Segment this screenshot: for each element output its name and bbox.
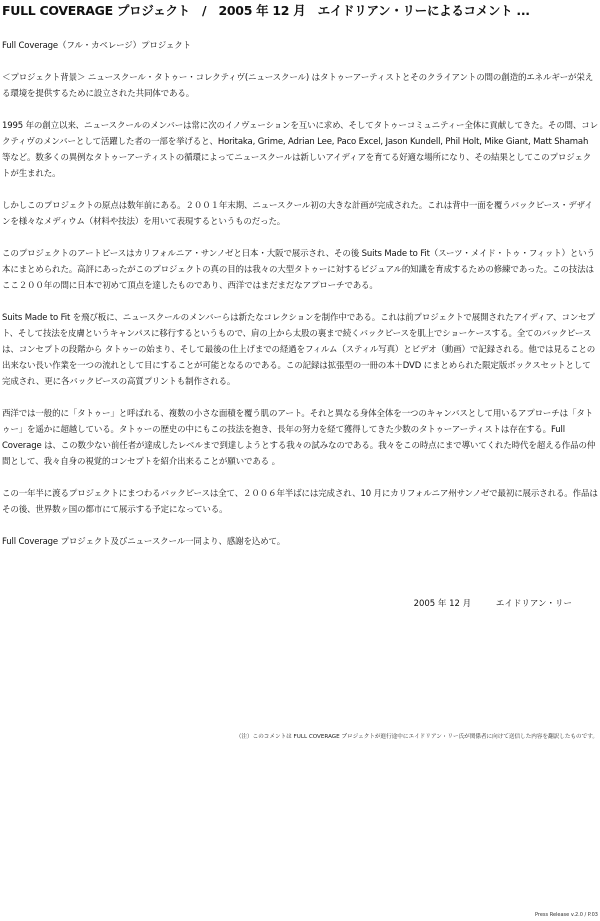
paragraph-new-collection: Suits Made to Fit を飛び板に、ニュースクールのメンバーらは新たなコレクションを制作中である。これは前プロジェクトで展開されたアイディア、コンセプト、そして技法を皮膚というキャンパスに移行するというもので、肩の上から太股の裏まで続くバックピースを肌上でショーケースする。全てのバックピースは、コンセプトの段階から タトゥーの始まり、そして最後の仕上げまでの経過をフィルム（スティル写真）とビデオ（動画）で記録される。他では見ることの出来ない長い作業を一つの流れとして目にすることが可能となるのである。この記録は拡張型の一冊の本＋DVD にまとめられた限定版ボックスセットとして完成され、更に各バックピースの高質プリントも制作される。 — [2, 313, 596, 387]
paragraph-origin: しかしこのプロジェクトの原点は数年前にある。２００１年末期、ニュースクール初の大きな計画が完成された。これは背中一面を覆うバックピース・デザインを様々なメディウム（材料や技法）を用いて表現するというものだった。 — [2, 201, 593, 227]
document-subtitle: Full Coverage（フル・カベレージ）プロジェクト — [2, 41, 191, 51]
document-title: FULL COVERAGE プロジェクト / 2005 年 12 月 エイドリアン・リーによるコメント ... — [2, 3, 530, 18]
paragraph-western-tattoo: 西洋では一般的に「タトゥー」と呼ばれる、複数の小さな面積を覆う肌のアート。それと異なる身体全体を一つのキャンバスとして用いるアプローチは「タトゥー」を遥かに超越している。タトゥーの歴史の中にもこの技法を抱き、長年の努力を経て獲得してきた少数のタトゥーアーティストは存在する。Full Coverage は、この数少ない前任者が達成したレベルまで到達しようとする我々の試みなのである。我々をこの時点にまで導いてくれた時代を超える作品の仲間として、我々自身の視覚的コンセプトを紹介出来ることが願いである 。 — [2, 409, 596, 467]
page-footer: Press Release v.2.0 / P.03 — [534, 912, 598, 918]
signature-name: エイドリアン・リー — [495, 599, 572, 609]
paragraph-thanks: Full Coverage プロジェクト及びニュースクール一同より、感謝を込めて。 — [2, 537, 286, 547]
paragraph-suits-made-to-fit: このプロジェクトのアートピースはカリフォルニア・サンノゼと日本・大阪で展示され、その後 Suits Made to Fit（スーツ・メイド・トゥ・フィット）という本にまとめられた。高評にあったがこのプロジェクトの真の目的は我々の大型タトゥーに対するビジュアル的知識を育成するための修練であった。この技法はここ２００年の間に日本で初めて頂点を達したものであり、西洋ではまだまだなアプローチである。 — [2, 249, 595, 291]
paragraph-background: ＜プロジェクト背景＞ ニュースクール・タトゥー・コレクティヴ(ニュースクール) はタトゥーアーティストとそのクライアントの間の創造的エネルギーが栄える環境を提供するために設立された共同体である。 — [2, 73, 594, 99]
document-body — [2, 38, 598, 566]
signature — [414, 597, 572, 609]
signature-date: 2005 年 12 月 — [413, 599, 472, 609]
paragraph-history: 1995 年の創立以来、ニュースクールのメンバーは常に次のイノヴェーションを互いに求め、そしてタトゥーコミュニティー全体に貢献してきた。その間、コレクティヴのメンバーとして活躍した者の一部を挙げると、Horitaka, Grime, Adrian Lee, Paco Excel, Jason Kundell, Phil Holt, Mike Giant, Matt Shamah 等など。数多くの異例なタトゥーアーティストの循環によってニュースクールは新しいアイディアを育てる好適な場所になり、その結果としてこのプロジェクトが生まれた。 — [2, 121, 598, 179]
translation-note: （注）このコメントは FULL COVERAGE プロジェクトが進行途中にエイドリアン・リー氏が関係者に向けて送信した内容を翻訳したものです。 — [235, 734, 598, 740]
paragraph-schedule: この一年半に渡るプロジェクトにまつわるバックピースは全て、２００６年半ばには完成され、10 月にカリフォルニア州サンノゼで最初に展示される。作品はその後、世界数ヶ国の都市にて展示する予定になっている。 — [2, 489, 598, 515]
